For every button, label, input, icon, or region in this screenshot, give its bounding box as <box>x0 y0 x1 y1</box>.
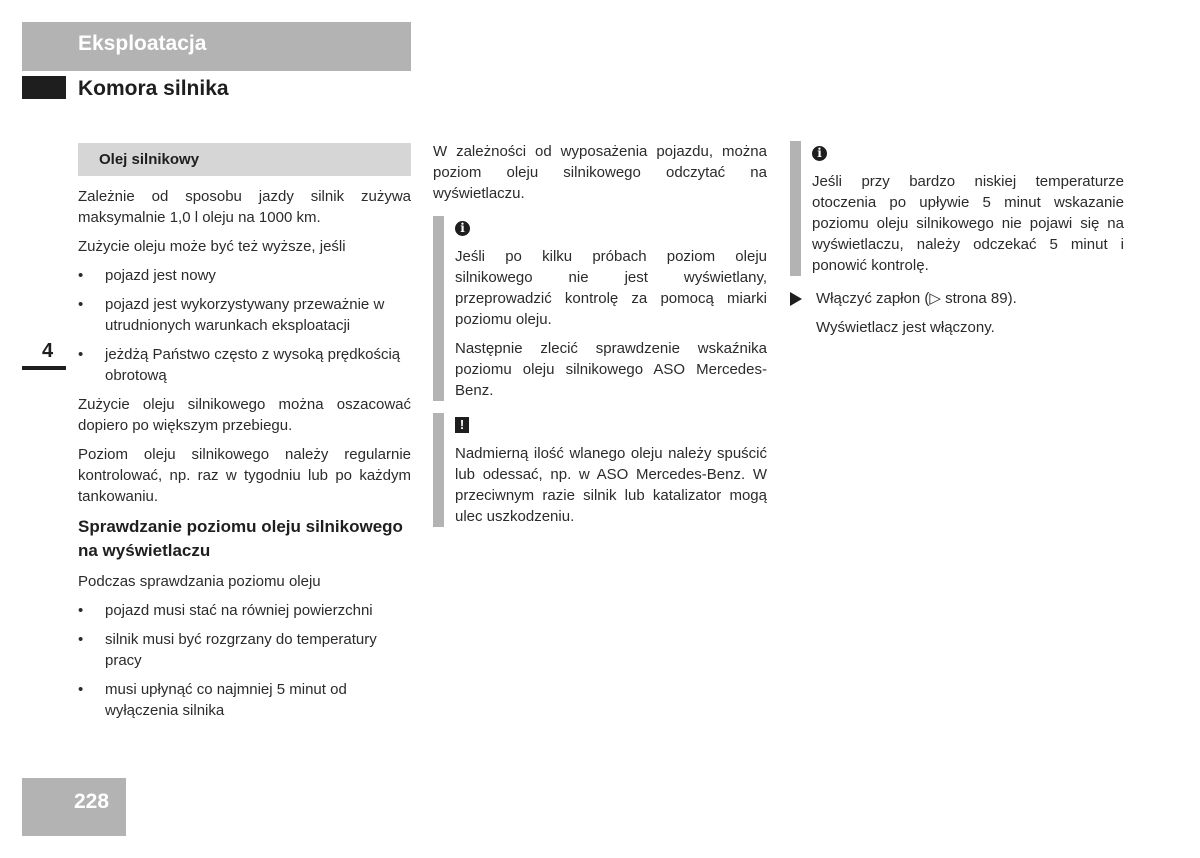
bullet-icon: • <box>78 681 84 698</box>
list-item: • musi upłynąć co najmniej 5 minut od wyłączenia silnika <box>78 681 347 719</box>
note-text: Jeśli przy bardzo niskiej temperaturze otoczenia po upływie 5 minut wskazanie poziomu oleju silnikowego nie pojawi się na wyświetlaczu, należy odczekać 5 minut i ponowić kontrolę. <box>812 173 1124 274</box>
note-bar <box>790 141 801 276</box>
paragraph: W zależności od wyposażenia pojazdu, można poziom oleju silnikowego odczytać na wyświetlaczu. <box>433 143 767 202</box>
section-heading: Sprawdzanie poziomu oleju silnikowego na wyświetlaczu <box>78 517 403 560</box>
action-text: Włączyć zapłon (▷ strona 89). <box>816 290 1017 307</box>
chapter-marker <box>22 76 66 99</box>
list-item: • jeżdżą Państwo często z wysoką prędkością obrotową <box>78 346 401 384</box>
chapter-title: Komora silnika <box>78 77 229 100</box>
result-text: Wyświetlacz jest włączony. <box>816 319 995 336</box>
action-step <box>790 288 1124 309</box>
side-chapter-number: 4 <box>42 340 54 362</box>
bullet-icon: • <box>78 346 84 363</box>
column-2 <box>433 141 767 539</box>
subhead-title: Olej silnikowy <box>99 151 200 168</box>
paragraph: Zależnie od sposobu jazdy silnik zużywa maksymalnie 1,0 l oleju na 1000 km. <box>78 188 411 226</box>
info-icon: i <box>455 216 767 246</box>
page-number: 228 <box>74 790 110 813</box>
bullet-icon: • <box>78 602 84 619</box>
list-item: • silnik musi być rozgrzany do temperatury pracy <box>78 631 377 669</box>
list-item: • pojazd musi stać na równiej powierzchni <box>78 602 373 619</box>
page-number-box <box>22 778 126 836</box>
column-3 <box>790 141 1124 338</box>
info-icon: i <box>812 141 1124 171</box>
side-chapter-tab <box>22 338 66 370</box>
bullet-icon: • <box>78 631 84 648</box>
info-note <box>433 216 767 401</box>
paragraph: Podczas sprawdzania poziomu oleju <box>78 573 321 590</box>
note-bar <box>433 216 444 401</box>
paragraph: Poziom oleju silnikowego należy regularnie kontrolować, np. raz w tygodniu lub po każdym tankowaniu. <box>78 446 411 505</box>
note-bar <box>433 413 444 527</box>
bullet-icon: • <box>78 296 84 313</box>
note-text: Nadmierną ilość wlanego oleju należy spuścić lub odessać, np. w ASO Mercedes-Benz. W przeciwnym razie silnik lub katalizator mogą ulec uszkodzeniu. <box>455 445 767 525</box>
list-item: • pojazd jest nowy <box>78 267 216 284</box>
paragraph: Zużycie oleju może być też wyższe, jeśli <box>78 238 346 255</box>
column-1 <box>78 143 411 729</box>
bullet-icon: • <box>78 267 84 284</box>
info-note <box>790 141 1124 276</box>
bullet-list <box>78 265 411 386</box>
arrow-right-icon <box>790 292 802 306</box>
note-text: Następnie zlecić sprawdzenie wskaźnika poziomu oleju silnikowego ASO Mercedes-Benz. <box>455 340 767 399</box>
warning-note <box>433 413 767 527</box>
subhead-bar <box>78 143 411 176</box>
list-item: • pojazd jest wykorzystywany przeważnie w utrudnionych warunkach eksploatacji <box>78 296 385 334</box>
bullet-list <box>78 600 411 721</box>
section-title: Eksploatacja <box>78 32 207 55</box>
warning-icon: ! <box>455 413 767 443</box>
paragraph: Zużycie oleju silnikowego można oszacować dopiero po większym przebiegu. <box>78 396 411 434</box>
note-text: Jeśli po kilku próbach poziom oleju silnikowego nie jest wyświetlany, przeprowadzić kontrolę za pomocą miarki poziomu oleju. <box>455 248 767 328</box>
